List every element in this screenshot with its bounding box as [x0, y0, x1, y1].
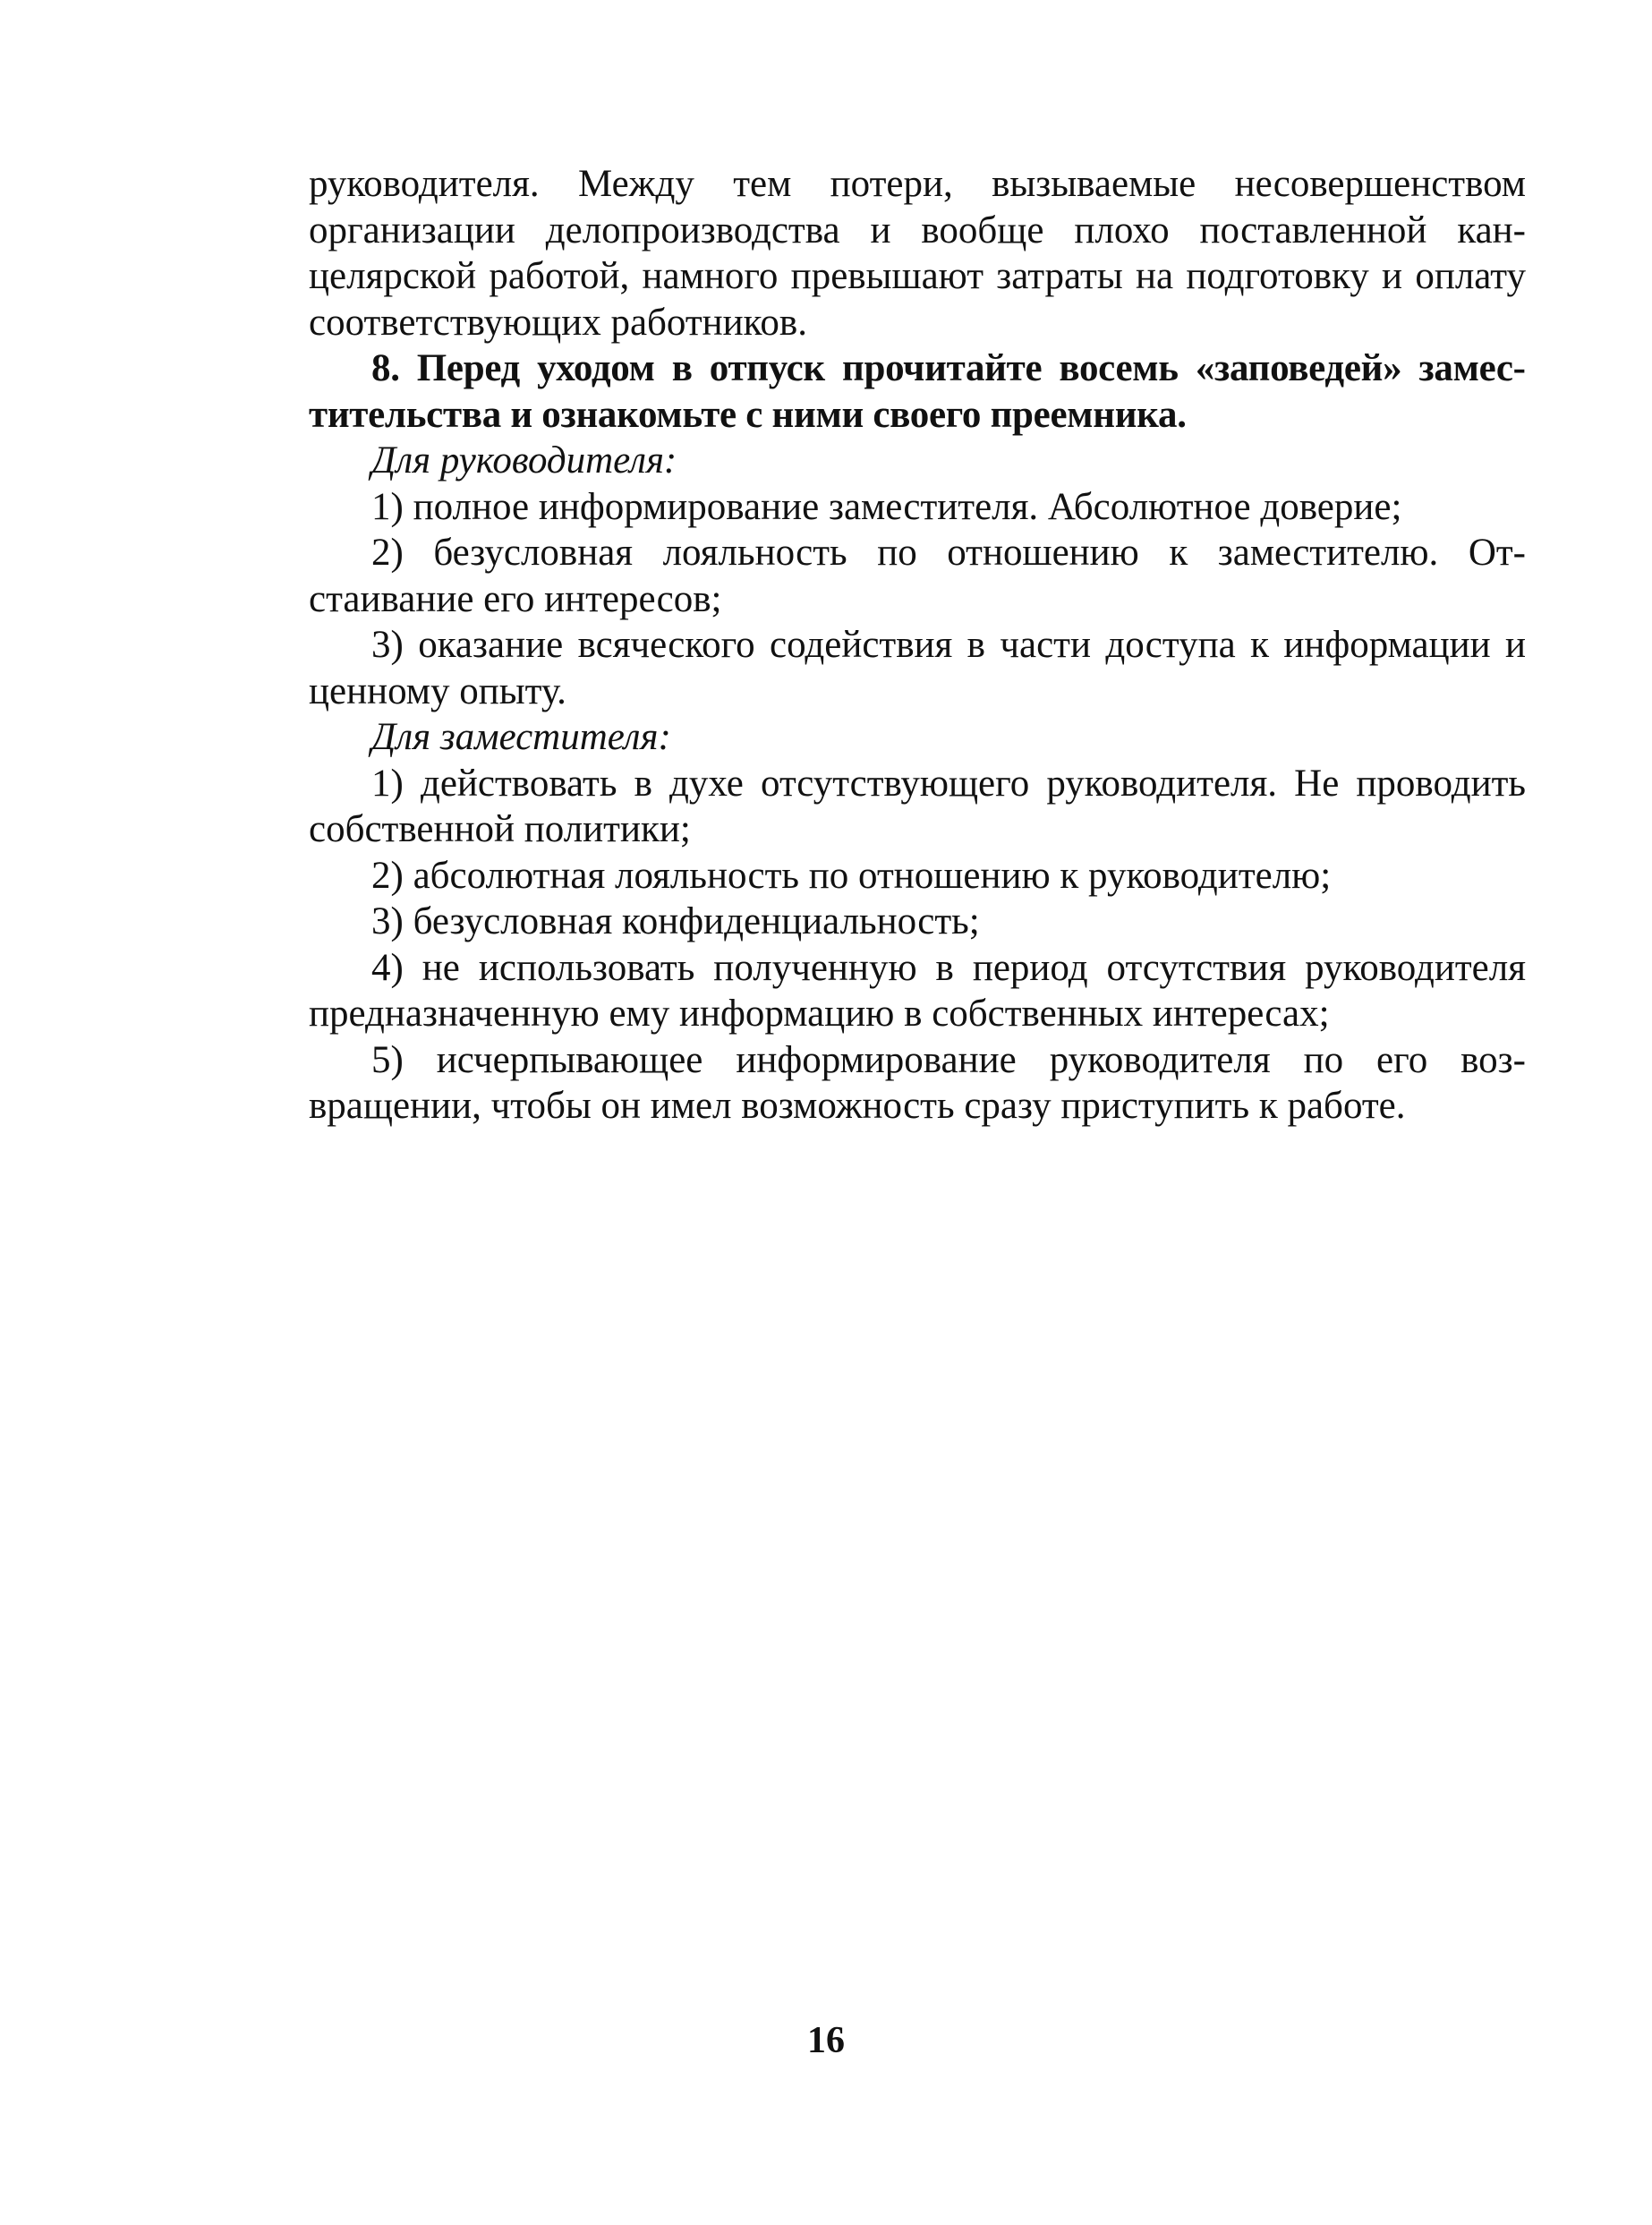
deputy-item-3: 3) безусловная конфиденциальность;: [371, 900, 980, 942]
deputy-item-5: 5) исчерпывающее информирование руководителя по его возвращении, чтобы он имел возможность сразу приступить к работе.: [309, 1038, 1526, 1127]
deputy-section-label: Для заместителя:: [371, 716, 671, 758]
manager-item-2: 2) безусловная лояльность по отношению к заместителю. Отстаивание его интересов;: [309, 532, 1526, 620]
page-number: 16: [807, 2020, 845, 2061]
intro-paragraph: руководителя. Между тем потери, вызываемые несовершенством организации делопроизводства и вообще плохо поставленной канцелярской работой, намного превышают затраты на подготовку и оплату соответствующих работников.: [309, 163, 1526, 344]
manager-section-label: Для руководителя:: [371, 439, 677, 482]
rule-8-heading: 8. Перед уходом в отпуск прочитайте восемь «заповедей» заместительства и ознакомьте с ними своего преемника.: [309, 347, 1526, 436]
deputy-item-1: 1) действовать в духе отсутствующего руководителя. Не проводить собственной политики;: [309, 762, 1526, 850]
manager-item-1: 1) полное информирование заместителя. Абсолютное доверие;: [371, 485, 1402, 528]
deputy-item-4: 4) не использовать полученную в период отсутствия руководителя предназначенную ему информацию в собственных интересах;: [309, 946, 1526, 1035]
deputy-item-2: 2) абсолютная лояльность по отношению к руководителю;: [371, 854, 1332, 897]
page-body: [309, 161, 1526, 1130]
manager-item-3: 3) оказание всяческого содействия в части доступа к информации и ценному опыту.: [309, 624, 1526, 712]
